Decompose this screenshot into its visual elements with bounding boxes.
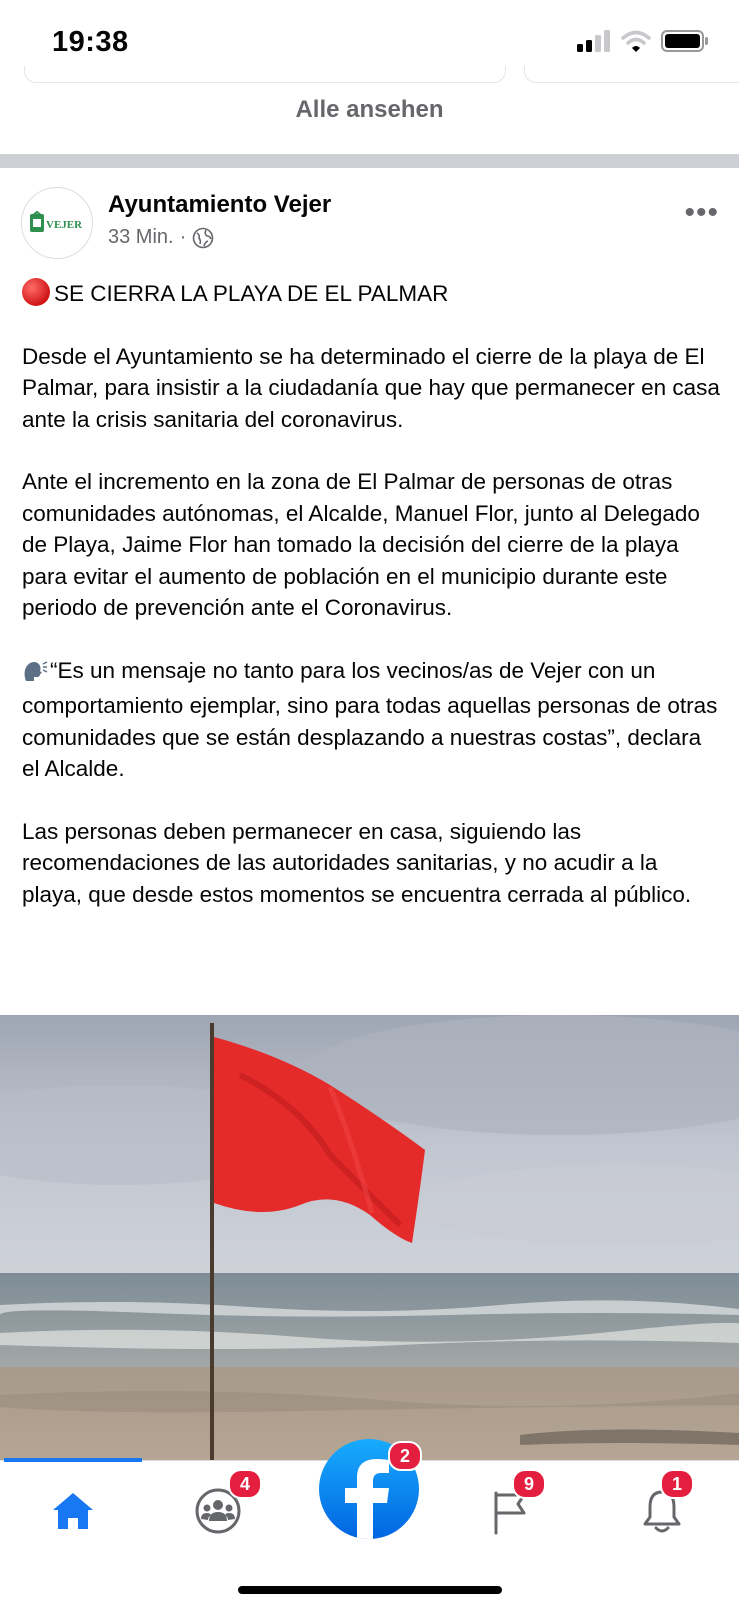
pages-badge: 9: [512, 1469, 546, 1499]
post-photo[interactable]: [0, 1015, 739, 1460]
page-avatar[interactable]: [21, 187, 93, 259]
red-flag-beach-photo: [0, 1015, 739, 1460]
post-time[interactable]: 33 Min.: [108, 226, 174, 248]
status-icons: [577, 30, 709, 52]
section-divider: [0, 154, 739, 168]
post-body: [22, 278, 722, 941]
tab-notifications[interactable]: [612, 1471, 712, 1551]
quote-text: “Es un mensaje no tanto para los vecinos/as de Vejer con un comportamiento ejemplar, sino para todas aquellas personas de otras comunidades que se están desplazando a nuestras costas”, declara el Alcalde.: [22, 657, 718, 781]
status-time: 19:38: [52, 26, 129, 58]
previous-card-edge: [524, 66, 739, 83]
previous-card-edge: [24, 66, 506, 83]
home-icon: [51, 1491, 95, 1531]
facebook-badge: 2: [388, 1441, 422, 1471]
post-paragraph: Las personas deben permanecer en casa, siguiendo las recomendaciones de las autoridades sanitarias, y no acudir a la playa, que desde estos momentos se encuentra cerrada al público.: [22, 818, 692, 907]
post-author[interactable]: Ayuntamiento Vejer: [108, 191, 332, 218]
battery-icon: [661, 30, 709, 52]
groups-badge: 4: [228, 1469, 262, 1499]
tab-home[interactable]: [23, 1471, 123, 1551]
post-headline: [22, 278, 722, 310]
meta-separator: ·: [179, 226, 187, 248]
active-tab-indicator: [4, 1458, 142, 1462]
headline-text: SE CIERRA LA PLAYA DE EL PALMAR: [54, 281, 449, 306]
see-all-link[interactable]: Alle ansehen: [295, 96, 444, 123]
vejer-logo-icon: [27, 206, 87, 240]
avatar-text: VEJER: [46, 219, 83, 231]
tab-pages[interactable]: [460, 1471, 560, 1551]
wifi-icon: [621, 30, 651, 52]
post-meta: [108, 226, 214, 249]
post-quote: [22, 655, 722, 785]
red-circle-icon: [22, 278, 50, 306]
speaking-head-icon: [22, 658, 48, 691]
globe-icon: [192, 227, 214, 249]
home-indicator: [238, 1586, 502, 1594]
tab-groups[interactable]: [168, 1471, 268, 1551]
signal-icon: [577, 30, 611, 52]
post-paragraph: Desde el Ayuntamiento se ha determinado el cierre de la playa de El Palmar, para insistir a la ciudadanía que hay que permanecer en casa ante la crisis sanitaria del coronavirus.: [22, 343, 720, 432]
notifications-badge: 1: [660, 1469, 694, 1499]
more-options-icon[interactable]: •••: [684, 196, 719, 229]
post-paragraph: Ante el incremento en la zona de El Palmar de personas de otras comunidades autónomas, el Alcalde, Manuel Flor, junto al Delegado de Playa, Jaime Flor han tomado la decisión del cierre de la playa para evitar el aumento de población en el municipio durante este periodo de prevención ante el Coronavirus.: [22, 469, 700, 620]
bottom-nav: [0, 1445, 739, 1601]
